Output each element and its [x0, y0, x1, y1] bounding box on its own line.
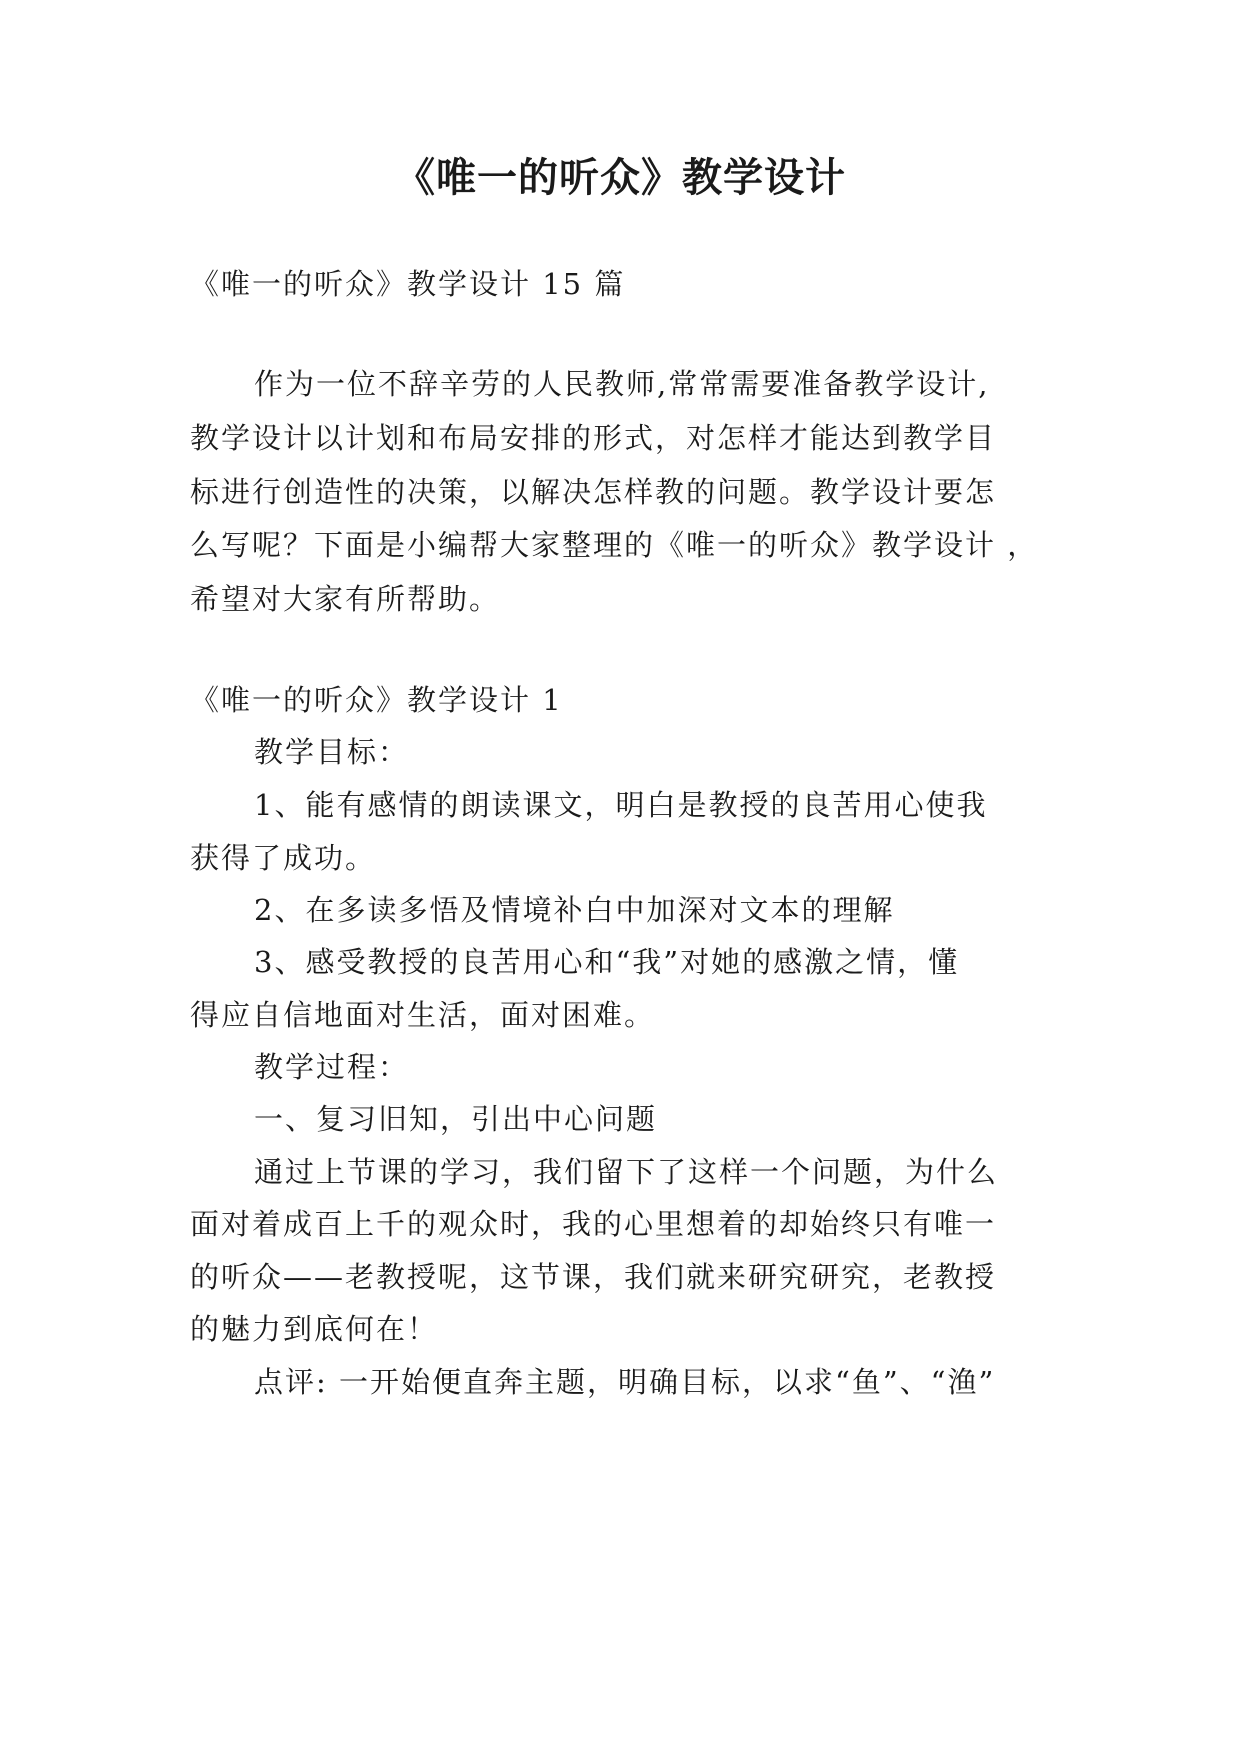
intro-line: 教学设计以计划和布局安排的形式，对怎样才能达到教学目 [190, 421, 997, 455]
document-title: 《唯一的听众》教学设计 [395, 155, 846, 201]
body-line: 教学目标： [254, 735, 410, 769]
section-heading: 《唯一的听众》教学设计 1 [190, 683, 563, 717]
body-line: 3、感受教授的良苦用心和“我”对她的感激之情，懂 [254, 945, 960, 979]
body-line: 的魅力到底何在！ [190, 1312, 439, 1346]
body-line: 教学过程： [254, 1050, 410, 1084]
body-line: 点评: 一开始便直奔主题，明确目标，以求“鱼”、“渔” [254, 1365, 996, 1399]
document-subtitle: 《唯一的听众》教学设计 15 篇 [190, 267, 626, 301]
intro-line: 希望对大家有所帮助。 [190, 582, 501, 616]
intro-line: 么写呢？下面是小编帮大家整理的《唯一的听众》教学设计 ， [190, 528, 1039, 562]
body-line: 通过上节课的学习，我们留下了这样一个问题，为什么 [254, 1155, 999, 1189]
body-line: 得应自信地面对生活，面对困难。 [190, 998, 656, 1032]
intro-line: 作为一位不辞辛劳的人民教师,常常需要准备教学设计, [254, 367, 990, 401]
body-line: 的听众——老教授呢，这节课，我们就来研究研究，老教授 [190, 1260, 997, 1294]
body-line: 一、复习旧知，引出中心问题 [254, 1102, 658, 1136]
intro-line: 标进行创造性的决策，以解决怎样教的问题。教学设计要怎 [190, 475, 997, 509]
body-line: 获得了成功。 [190, 841, 377, 875]
body-line: 1、能有感情的朗读课文，明白是教授的良苦用心使我 [254, 788, 988, 822]
body-line: 面对着成百上千的观众时，我的心里想着的却始终只有唯一 [190, 1207, 997, 1241]
body-line: 2、在多读多悟及情境补白中加深对文本的理解 [254, 893, 895, 927]
